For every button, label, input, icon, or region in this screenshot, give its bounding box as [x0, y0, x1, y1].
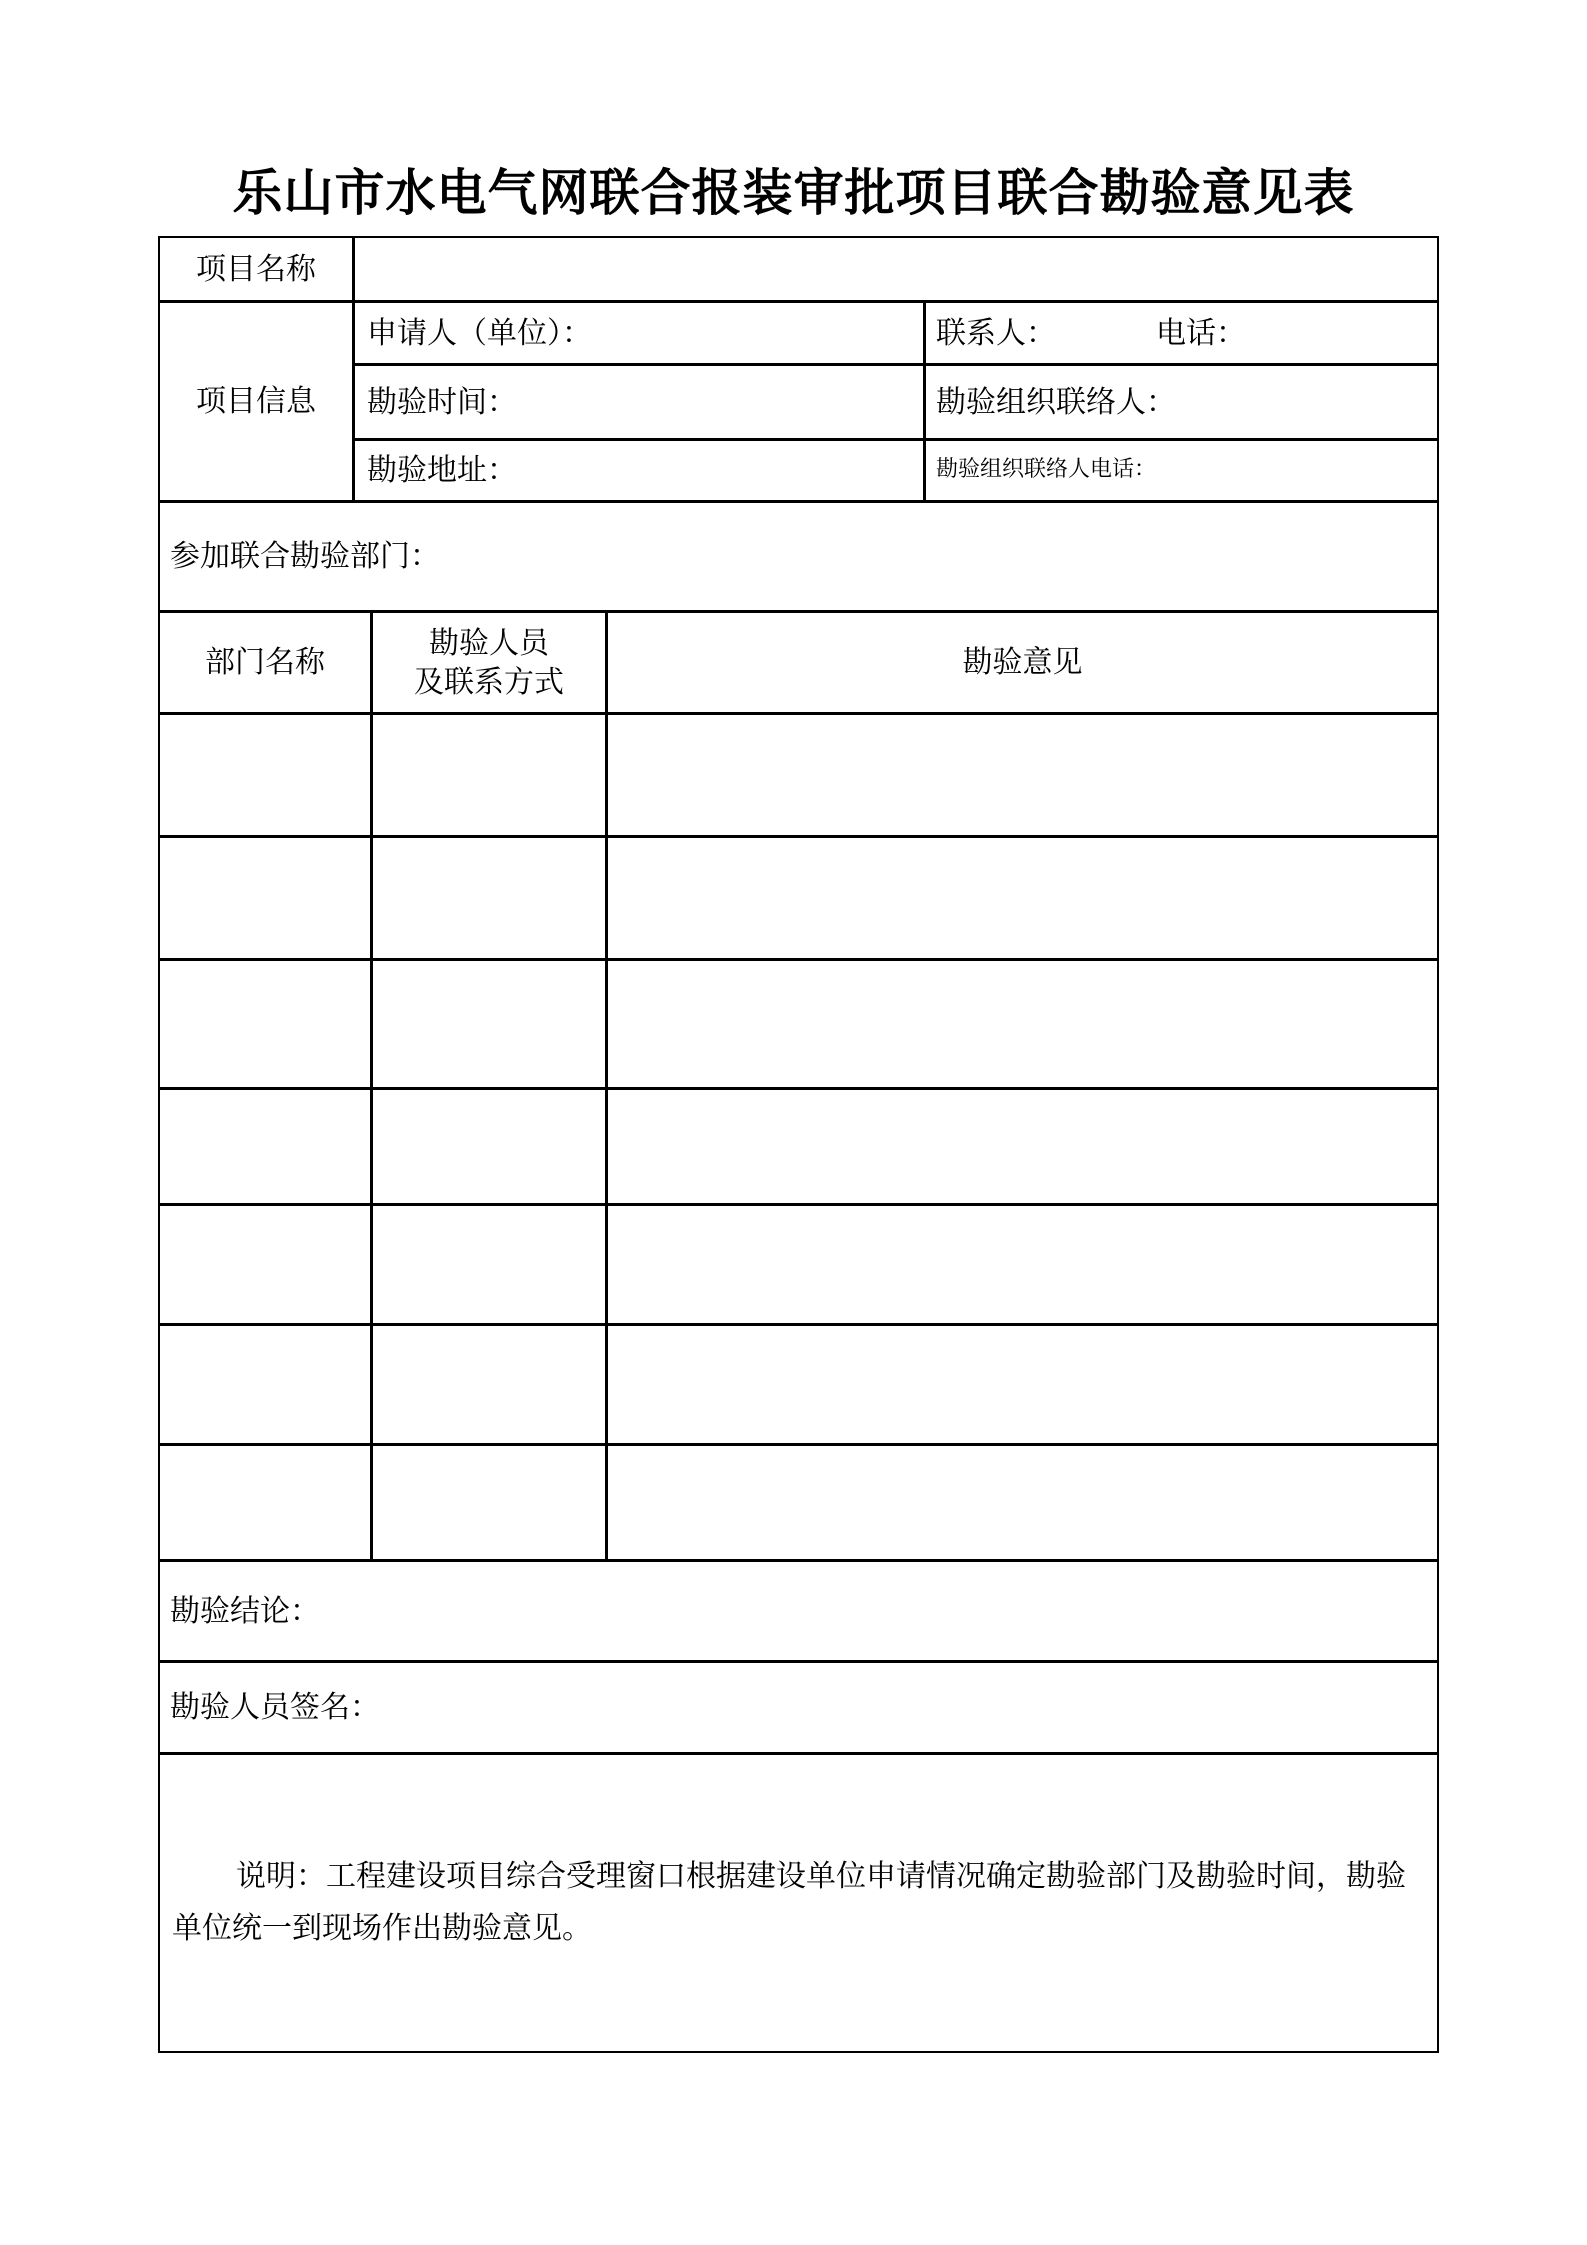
- survey-time-field[interactable]: [353, 364, 925, 440]
- participating-departments-label: 参加联合勘验部门：: [170, 539, 440, 574]
- survey-conclusion-label: 勘验结论：: [170, 1593, 320, 1629]
- row2-personnel-cell[interactable]: [371, 836, 607, 960]
- row5-department-cell[interactable]: [158, 1204, 372, 1325]
- phone-label: 电话：: [1156, 315, 1246, 351]
- row7-opinion-cell[interactable]: [606, 1444, 1439, 1561]
- row6-opinion-cell[interactable]: [606, 1324, 1439, 1445]
- row4-opinion-cell[interactable]: [606, 1088, 1439, 1205]
- header-personnel-line1: 勘验人员: [429, 625, 549, 661]
- organizer-contact-field[interactable]: [924, 364, 1439, 440]
- survey-address-field[interactable]: [353, 439, 925, 502]
- row1-department-cell[interactable]: [158, 713, 372, 837]
- row3-department-cell[interactable]: [158, 959, 372, 1089]
- row2-department-cell[interactable]: [158, 836, 372, 960]
- survey-time-label: 勘验时间：: [367, 384, 517, 420]
- row7-personnel-cell[interactable]: [371, 1444, 607, 1561]
- row1-personnel-cell[interactable]: [371, 713, 607, 837]
- header-personnel-contact: [371, 611, 607, 714]
- row6-personnel-cell[interactable]: [371, 1324, 607, 1445]
- applicant-label: 申请人（单位）：: [367, 315, 592, 351]
- row4-department-cell[interactable]: [158, 1088, 372, 1205]
- surveyor-signature-field[interactable]: [158, 1661, 1439, 1754]
- row7-department-cell[interactable]: [158, 1444, 372, 1561]
- surveyor-signature-label: 勘验人员签名：: [170, 1690, 380, 1725]
- row3-personnel-cell[interactable]: [371, 959, 607, 1089]
- contact-label: 联系人：: [936, 315, 1056, 351]
- organizer-contact-label: 勘验组织联络人：: [936, 384, 1176, 420]
- header-personnel-line2: 及联系方式: [414, 664, 564, 700]
- note-section: [158, 1753, 1439, 2053]
- row4-personnel-cell[interactable]: [371, 1088, 607, 1205]
- organizer-phone-label: 勘验组织联络人电话：: [936, 457, 1157, 483]
- project-info-label: 项目信息: [158, 301, 354, 502]
- header-department-name: 部门名称: [158, 611, 372, 714]
- survey-conclusion-field[interactable]: [158, 1560, 1439, 1662]
- row5-personnel-cell[interactable]: [371, 1204, 607, 1325]
- form-title: 乐山市水电气网联合报装审批项目联合勘验意见表: [232, 163, 1355, 222]
- row6-department-cell[interactable]: [158, 1324, 372, 1445]
- applicant-field[interactable]: [353, 301, 925, 365]
- project-name-field[interactable]: [353, 236, 1439, 302]
- row5-opinion-cell[interactable]: [606, 1204, 1439, 1325]
- survey-opinion-form: [159, 237, 1439, 2053]
- row2-opinion-cell[interactable]: [606, 836, 1439, 960]
- header-survey-opinion: 勘验意见: [606, 611, 1439, 714]
- contact-phone-field[interactable]: [924, 301, 1439, 365]
- participating-departments-field[interactable]: [158, 501, 1439, 612]
- organizer-phone-field[interactable]: [924, 439, 1439, 502]
- project-name-label: 项目名称: [158, 236, 354, 302]
- row3-opinion-cell[interactable]: [606, 959, 1439, 1089]
- survey-address-label: 勘验地址：: [367, 453, 517, 488]
- row1-opinion-cell[interactable]: [606, 713, 1439, 837]
- note-text: 说明：工程建设项目综合受理窗口根据建设单位申请情况确定勘验部门及勘验时间，勘验单位统一到现场作出勘验意见。: [172, 1859, 1406, 1946]
